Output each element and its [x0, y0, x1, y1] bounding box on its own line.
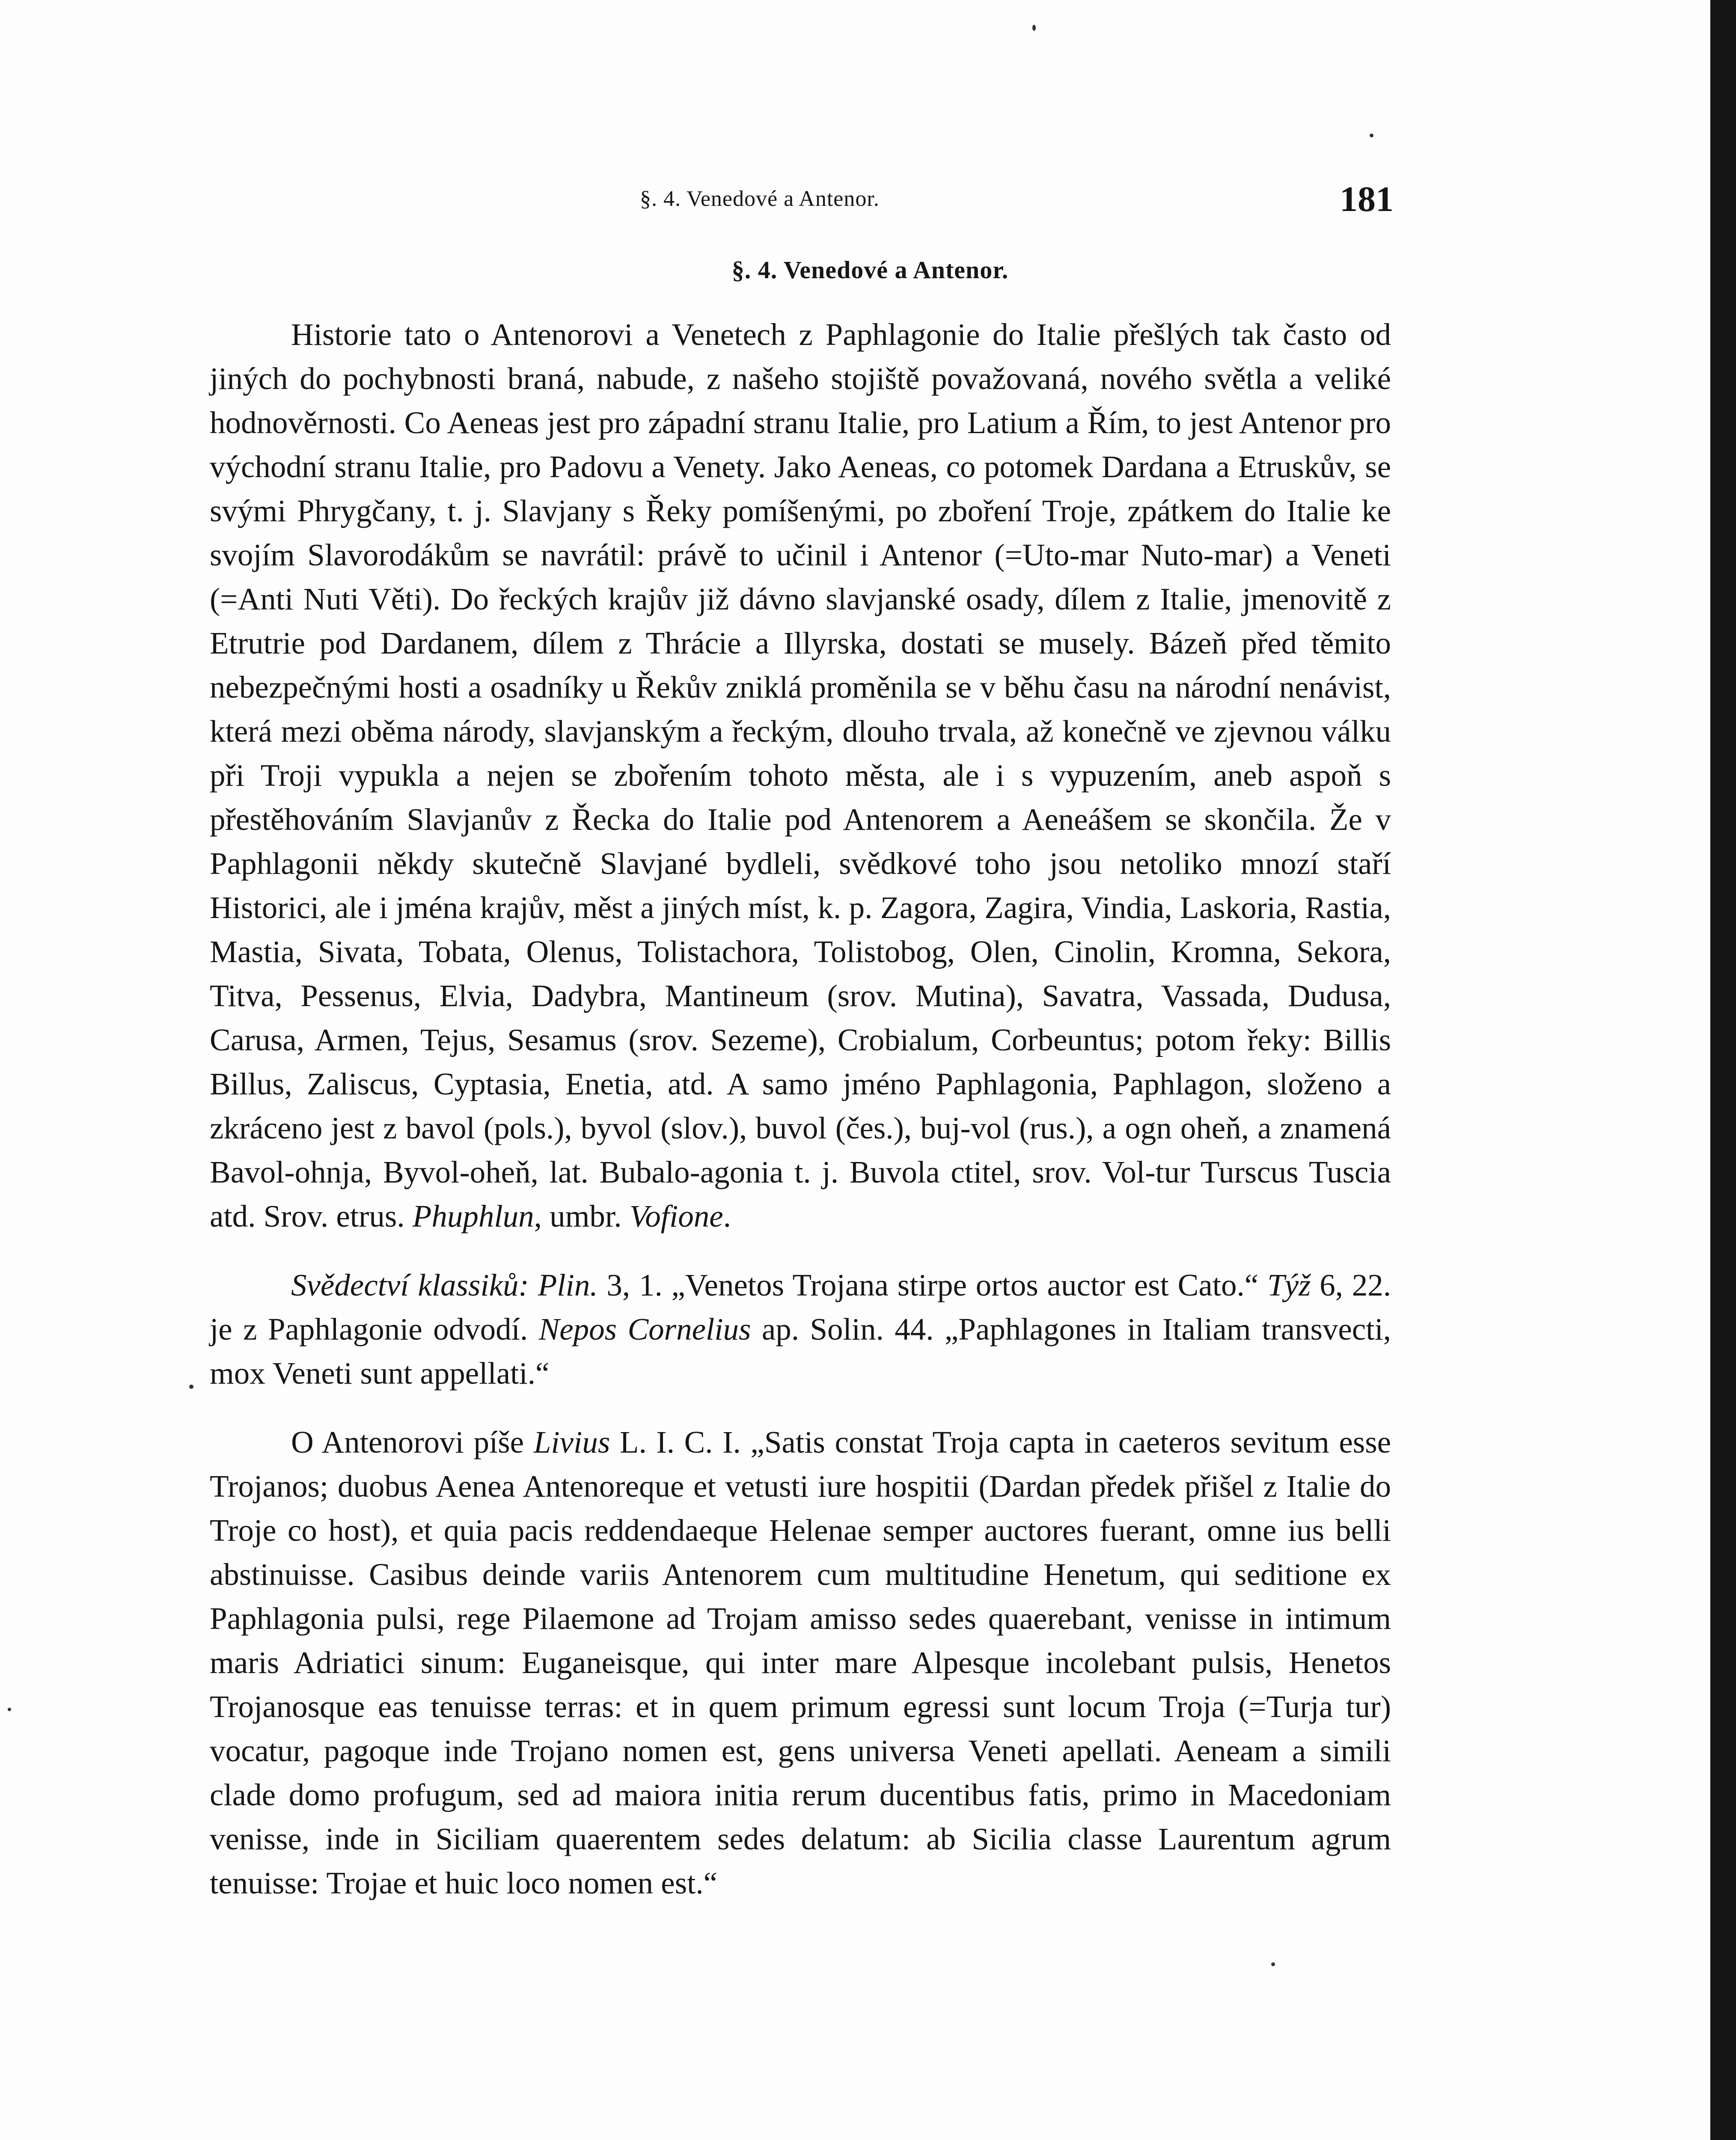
- term-phuphlun: Phuphlun: [412, 1199, 534, 1233]
- scan-speck: [8, 1708, 11, 1711]
- paragraph-history: [210, 312, 1391, 1238]
- source-livius: Livius: [533, 1425, 610, 1459]
- paragraph-history-text: Historie tato o Antenorovi a Venetech z Paphlagonie do Italie přešlých tak často od jiných do pochybnosti braná, nabude, z našeho stojiště považovaná, nového světla a veliké hodnověrnosti. Co Aeneas jest pro západní stranu Italie, pro Latium a Řím, to jest Antenor pro východní stranu Italie, pro Padovu a Venety. Jako Aeneas, co potomek Dardana a Etruskův, se svými Phrygčany, t. j. Slavjany s Řeky pomíšenými, po zboření Troje, zpátkem do Italie ke svojím Slavorodákům se navrátil: právě to učinil i Antenor (=Uto-mar Nuto-mar) a Veneti (=Anti Nuti Věti). Do řeckých krajův již dávno slavjanské osady, dílem z Italie, jmenovitě z Etrutrie pod Dardanem, dílem z Thrácie a Illyrska, dostati se musely. Bázeň před těmito nebezpečnými hosti a osadníky u Řekův zniklá proměnila se v běhu času na národní nenávist, která mezi oběma národy, slavjanským a řeckým, dlouho trvala, až konečně ve zjevnou válku při Troji vypukla a nejen se zbořením tohoto města, ale i s vypuzením, aneb aspoň s přestěhováním Slavjanův z Řecka do Italie pod Antenorem a Aeneášem se skončila. Že v Paphlagonii někdy skutečně Slavjané bydleli, svědkové toho jsou netoliko mnozí staří Historici, ale i jména krajův, měst a jiných míst, k. p. Zagora, Zagira, Vindia, Laskoria, Rastia, Mastia, Sivata, Tobata, Olenus, Tolistachora, Tolistobog, Olen, Cinolin, Kromna, Sekora, Titva, Pessenus, Elvia, Dadybra, Mantineum (srov. Mutina), Savatra, Vassada, Dudusa, Carusa, Armen, Tejus, Sesamus (srov. Sezeme), Crobialum, Corbeuntus; potom řeky: Billis Billus, Zaliscus, Cyptasia, Enetia, atd. A samo jméno Paphlagonia, Paphlagon, složeno a zkráceno jest z bavol (pols.), byvol (slov.), buvol (čes.), buj-vol (rus.), a ogn oheň, a znamená Bavol-ohnja, Byvol-oheň, lat. Bubalo-agonia t. j. Buvola ctitel, srov. Vol-tur Turscus Tuscia atd. Srov. etrus.: [210, 317, 1391, 1233]
- scan-speck: [1032, 25, 1036, 31]
- livius-quote: L. I. C. I. „Satis constat Troja capta in caeteros sevitum esse Trojanos; duobus Aenea Antenoreque et vetusti iure hospitii (Dardan předek přišel z Italie do Troje co host), et quia pacis reddendaeque Helenae semper auctores fuerant, omne ius belli abstinuisse. Casibus deinde variis Antenorem cum multitudine Henetum, qui seditione ex Paphlagonia pulsi, rege Pilaemone ad Trojam amisso sedes quaerebant, venisse in intimum maris Adriatici sinum: Euganeisque, qui inter mare Alpesque incolebant pulsis, Henetos Trojanosque eas tenuisse terras: et in quem primum egressi sunt locum Troja (=Turja tur) vocatur, pagoque inde Trojano nomen est, gens universa Veneti apellati. Aeneam a simili clade domo profugum, sed ad maiora initia rerum ducentibus fatis, primo in Macedoniam venisse, inde in Siciliam quaerentem sedes delatum: ab Sicilia classe Laurentum agrum tenuisse: Trojae et huic loco nomen est.“: [210, 1425, 1391, 1900]
- scan-speck: [189, 1385, 193, 1389]
- source-plinius: Plin.: [538, 1268, 598, 1302]
- scan-speck: [1271, 1962, 1275, 1966]
- classics-label: Svědectví klassiků:: [291, 1268, 529, 1302]
- running-title: §. 4. Venedové a Antenor.: [640, 187, 880, 211]
- body-text: [210, 312, 1391, 1905]
- scan-edge: [1710, 0, 1736, 2140]
- classics-quote-3: ap. Solin. 44. „Paphlagones in Italiam transvecti, mox Veneti sunt appellati.“: [210, 1312, 1391, 1391]
- classics-quote-1: 3, 1. „Venetos Trojana stirpe ortos auctor est Cato.“: [606, 1268, 1259, 1302]
- term-vofione: Vofione: [629, 1199, 723, 1233]
- page-number: 181: [1340, 179, 1394, 219]
- term-umbr: , umbr.: [534, 1199, 622, 1233]
- paragraph-livius: [210, 1420, 1391, 1905]
- source-tyz: Týž: [1267, 1268, 1311, 1302]
- running-head: [0, 179, 1710, 225]
- source-nepos: Nepos Cornelius: [538, 1312, 751, 1346]
- livius-lead: O Antenorovi píše: [291, 1425, 524, 1459]
- section-heading: §. 4. Venedové a Antenor.: [731, 256, 1009, 284]
- scan-speck: [1370, 134, 1373, 137]
- paragraph-classics: [210, 1263, 1391, 1395]
- classics-quote-2: 6, 22. je z Paphlagonie odvodí.: [210, 1268, 1391, 1346]
- paragraph-history-end: .: [723, 1199, 731, 1233]
